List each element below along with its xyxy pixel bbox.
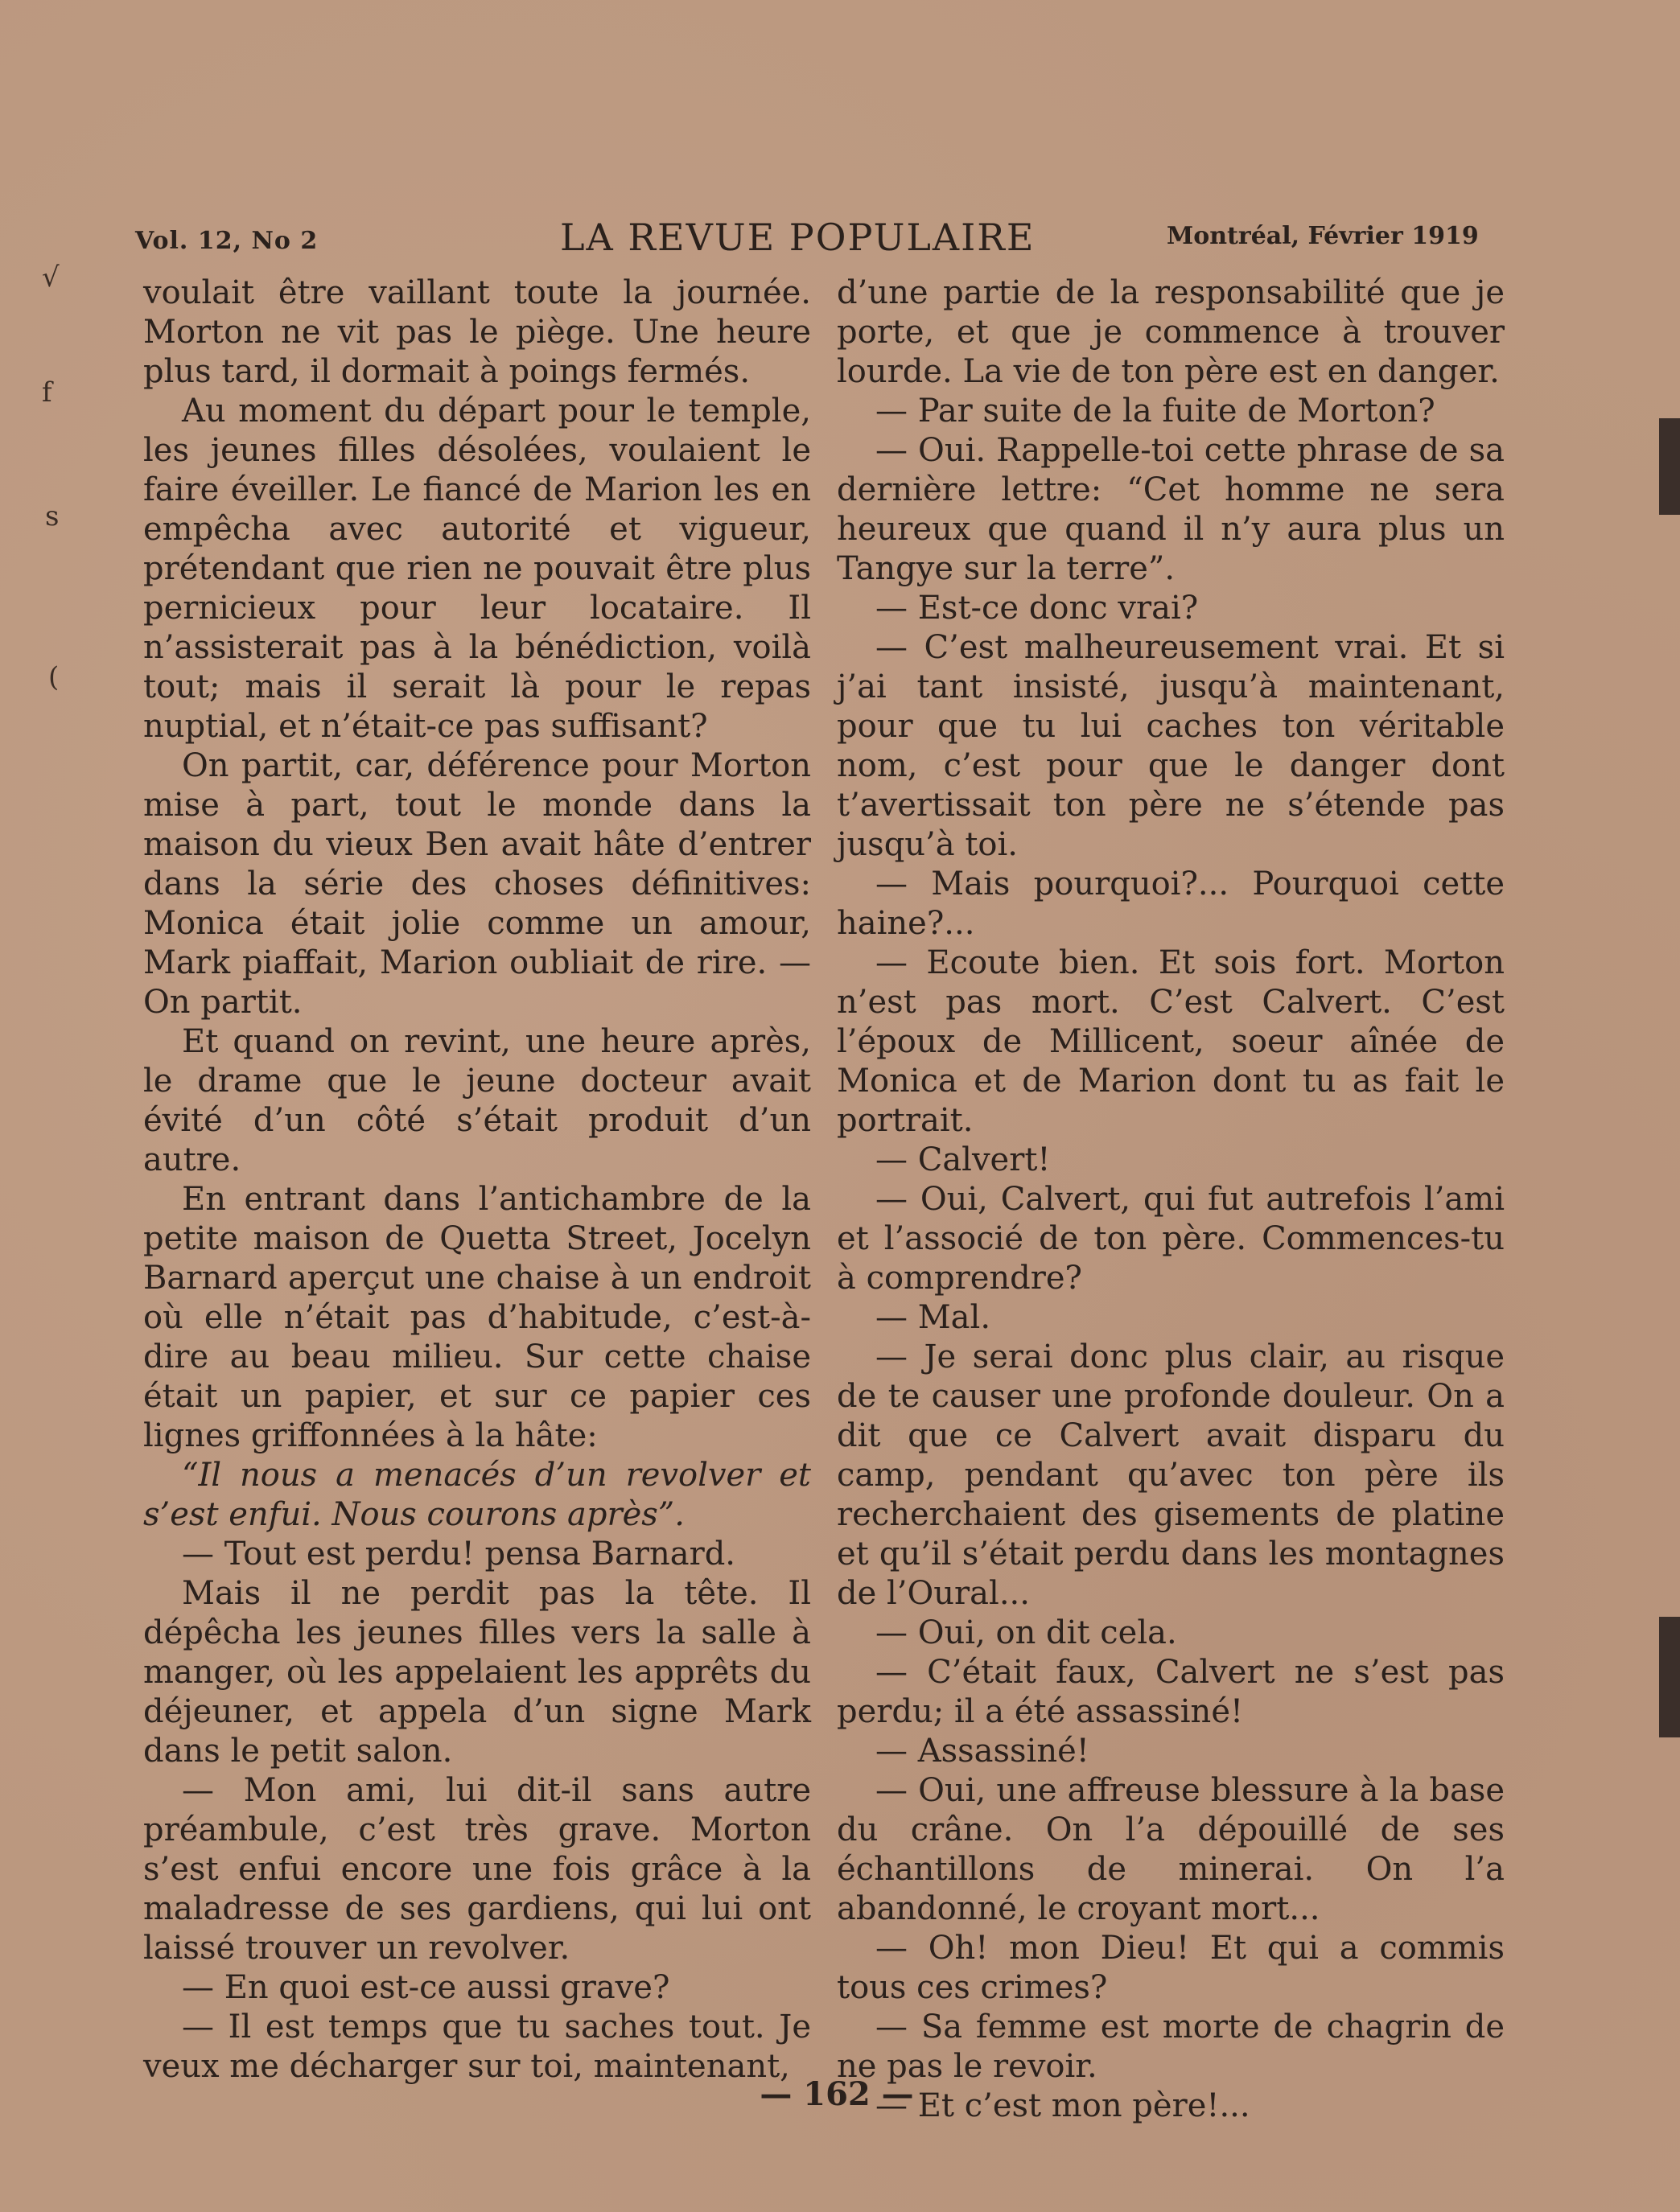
- paragraph: — Oh! mon Dieu! Et qui a commis tous ces crimes?: [837, 1930, 1505, 2006]
- paragraph: — Assassiné!: [875, 1733, 1089, 1770]
- paragraph: Mais il ne perdit pas la tête. Il dépêcha les jeunes filles vers la salle à manger, où les appelaient les apprêts du déjeuner, et appela d’un signe Mark dans le petit salon.: [143, 1575, 811, 1770]
- paragraph: — Est-ce donc vrai?: [875, 590, 1199, 627]
- quoted-note: “Il nous a menacés d’un revolver et s’est enfui. Nous courons après”.: [143, 1457, 811, 1533]
- page-number: — 162 —: [760, 2075, 914, 2113]
- paragraph: — Et c’est mon père!...: [875, 2087, 1250, 2124]
- paragraph: En entrant dans l’antichambre de la petite maison de Quetta Street, Jocelyn Barnard aperçut une chaise à un endroit où elle n’était pas d’habitude, c’est-à-dire au beau milieu. Sur cette chaise était un papier, et sur ce papier ces lignes griffonnées à la hâte:: [143, 1181, 811, 1454]
- paragraph: — C’est malheureusement vrai. Et si j’ai tant insisté, jusqu’à maintenant, pour que tu lui caches ton véritable nom, c’est pour que le danger dont t’avertissait ton père ne s’étende pas jusqu’à toi.: [837, 629, 1505, 863]
- page-header: [135, 216, 1503, 264]
- page-edge-shadow-bottom: [1659, 1617, 1680, 1737]
- paragraph: — Il est temps que tu saches tout. Je veux me décharger sur toi, maintenant,: [143, 2008, 811, 2085]
- paragraph: — Oui, on dit cela.: [875, 1614, 1177, 1651]
- paragraph: voulait être vaillant toute la journée. Morton ne vit pas le piège. Une heure plus tard, il dormait à poings fermés.: [143, 274, 811, 390]
- right-column: [837, 273, 1505, 2126]
- paragraph: — En quoi est-ce aussi grave?: [182, 1969, 670, 2006]
- paragraph: — Oui, une affreuse blessure à la base du crâne. On l’a dépouillé de ses échantillons de minerai. On l’a abandonné, le croyant mort...: [837, 1772, 1505, 1927]
- left-column: [143, 273, 811, 2087]
- margin-mark-2: f: [42, 376, 52, 409]
- paragraph: — Ecoute bien. Et sois fort. Morton n’est pas mort. C’est Calvert. C’est l’époux de Millicent, soeur aînée de Monica et de Marion dont tu as fait le portrait.: [837, 944, 1505, 1139]
- paragraph: — Par suite de la fuite de Morton?: [875, 393, 1435, 430]
- paragraph: — Mon ami, lui dit-il sans autre préambule, c’est très grave. Morton s’est enfui encore une fois grâce à la maladresse de ses gardiens, qui lui ont laissé trouver un revolver.: [143, 1772, 811, 1967]
- paragraph: — Mal.: [875, 1299, 991, 1336]
- page-edge-shadow-top: [1659, 418, 1680, 515]
- dateline: Montréal, Février 1919: [1167, 222, 1479, 250]
- paragraph: Au moment du départ pour le temple, les jeunes filles désolées, voulaient le faire éveiller. Le fiancé de Marion les en empêcha avec autorité et vigueur, prétendant que rien ne pouvait être plus pernicieux pour leur locataire. Il n’assisterait pas à la bénédiction, voilà tout; mais il serait là pour le repas nuptial, et n’était-ce pas suffisant?: [143, 393, 811, 745]
- paragraph: Et quand on revint, une heure après, le drame que le jeune docteur avait évité d’un côté s’était produit d’un autre.: [143, 1023, 811, 1178]
- paragraph: — Tout est perdu! pensa Barnard.: [182, 1536, 736, 1573]
- margin-mark-1: √: [42, 261, 60, 294]
- paragraph: — Je serai donc plus clair, au risque de te causer une profonde douleur. On a dit que ce Calvert avait disparu du camp, pendant qu’avec ton père ils recherchaient des gisements de platine et qu’il s’était perdu dans les montagnes de l’Oural...: [837, 1338, 1505, 1612]
- paragraph: — Oui, Calvert, qui fut autrefois l’ami et l’associé de ton père. Commences-tu à comprendre?: [837, 1181, 1505, 1297]
- paragraph: On partit, car, déférence pour Morton mise à part, tout le monde dans la maison du vieux Ben avait hâte d’entrer dans la série des choses définitives: Monica était jolie comme un amour, Mark piaffait, Marion oubliait de rire. — On partit.: [143, 747, 811, 1021]
- margin-mark-4: (: [48, 661, 60, 693]
- paragraph: — Mais pourquoi?... Pourquoi cette haine?...: [837, 865, 1505, 942]
- paragraph: — C’était faux, Calvert ne s’est pas perdu; il a été assassiné!: [837, 1654, 1505, 1730]
- paragraph: — Sa femme est morte de chagrin de ne pas le revoir.: [837, 2008, 1505, 2085]
- publication-title: LA REVUE POPULAIRE: [560, 216, 1036, 259]
- margin-mark-3: s: [45, 500, 60, 532]
- volume-number: Vol. 12, No 2: [135, 227, 319, 255]
- paragraph: — Oui. Rappelle-toi cette phrase de sa dernière lettre: “Cet homme ne sera heureux que quand il n’y aura plus un Tangye sur la terre”.: [837, 432, 1505, 587]
- paragraph: — Calvert!: [875, 1141, 1051, 1178]
- paragraph: d’une partie de la responsabilité que je porte, et que je commence à trouver lourde. La vie de ton père est en danger.: [837, 274, 1505, 390]
